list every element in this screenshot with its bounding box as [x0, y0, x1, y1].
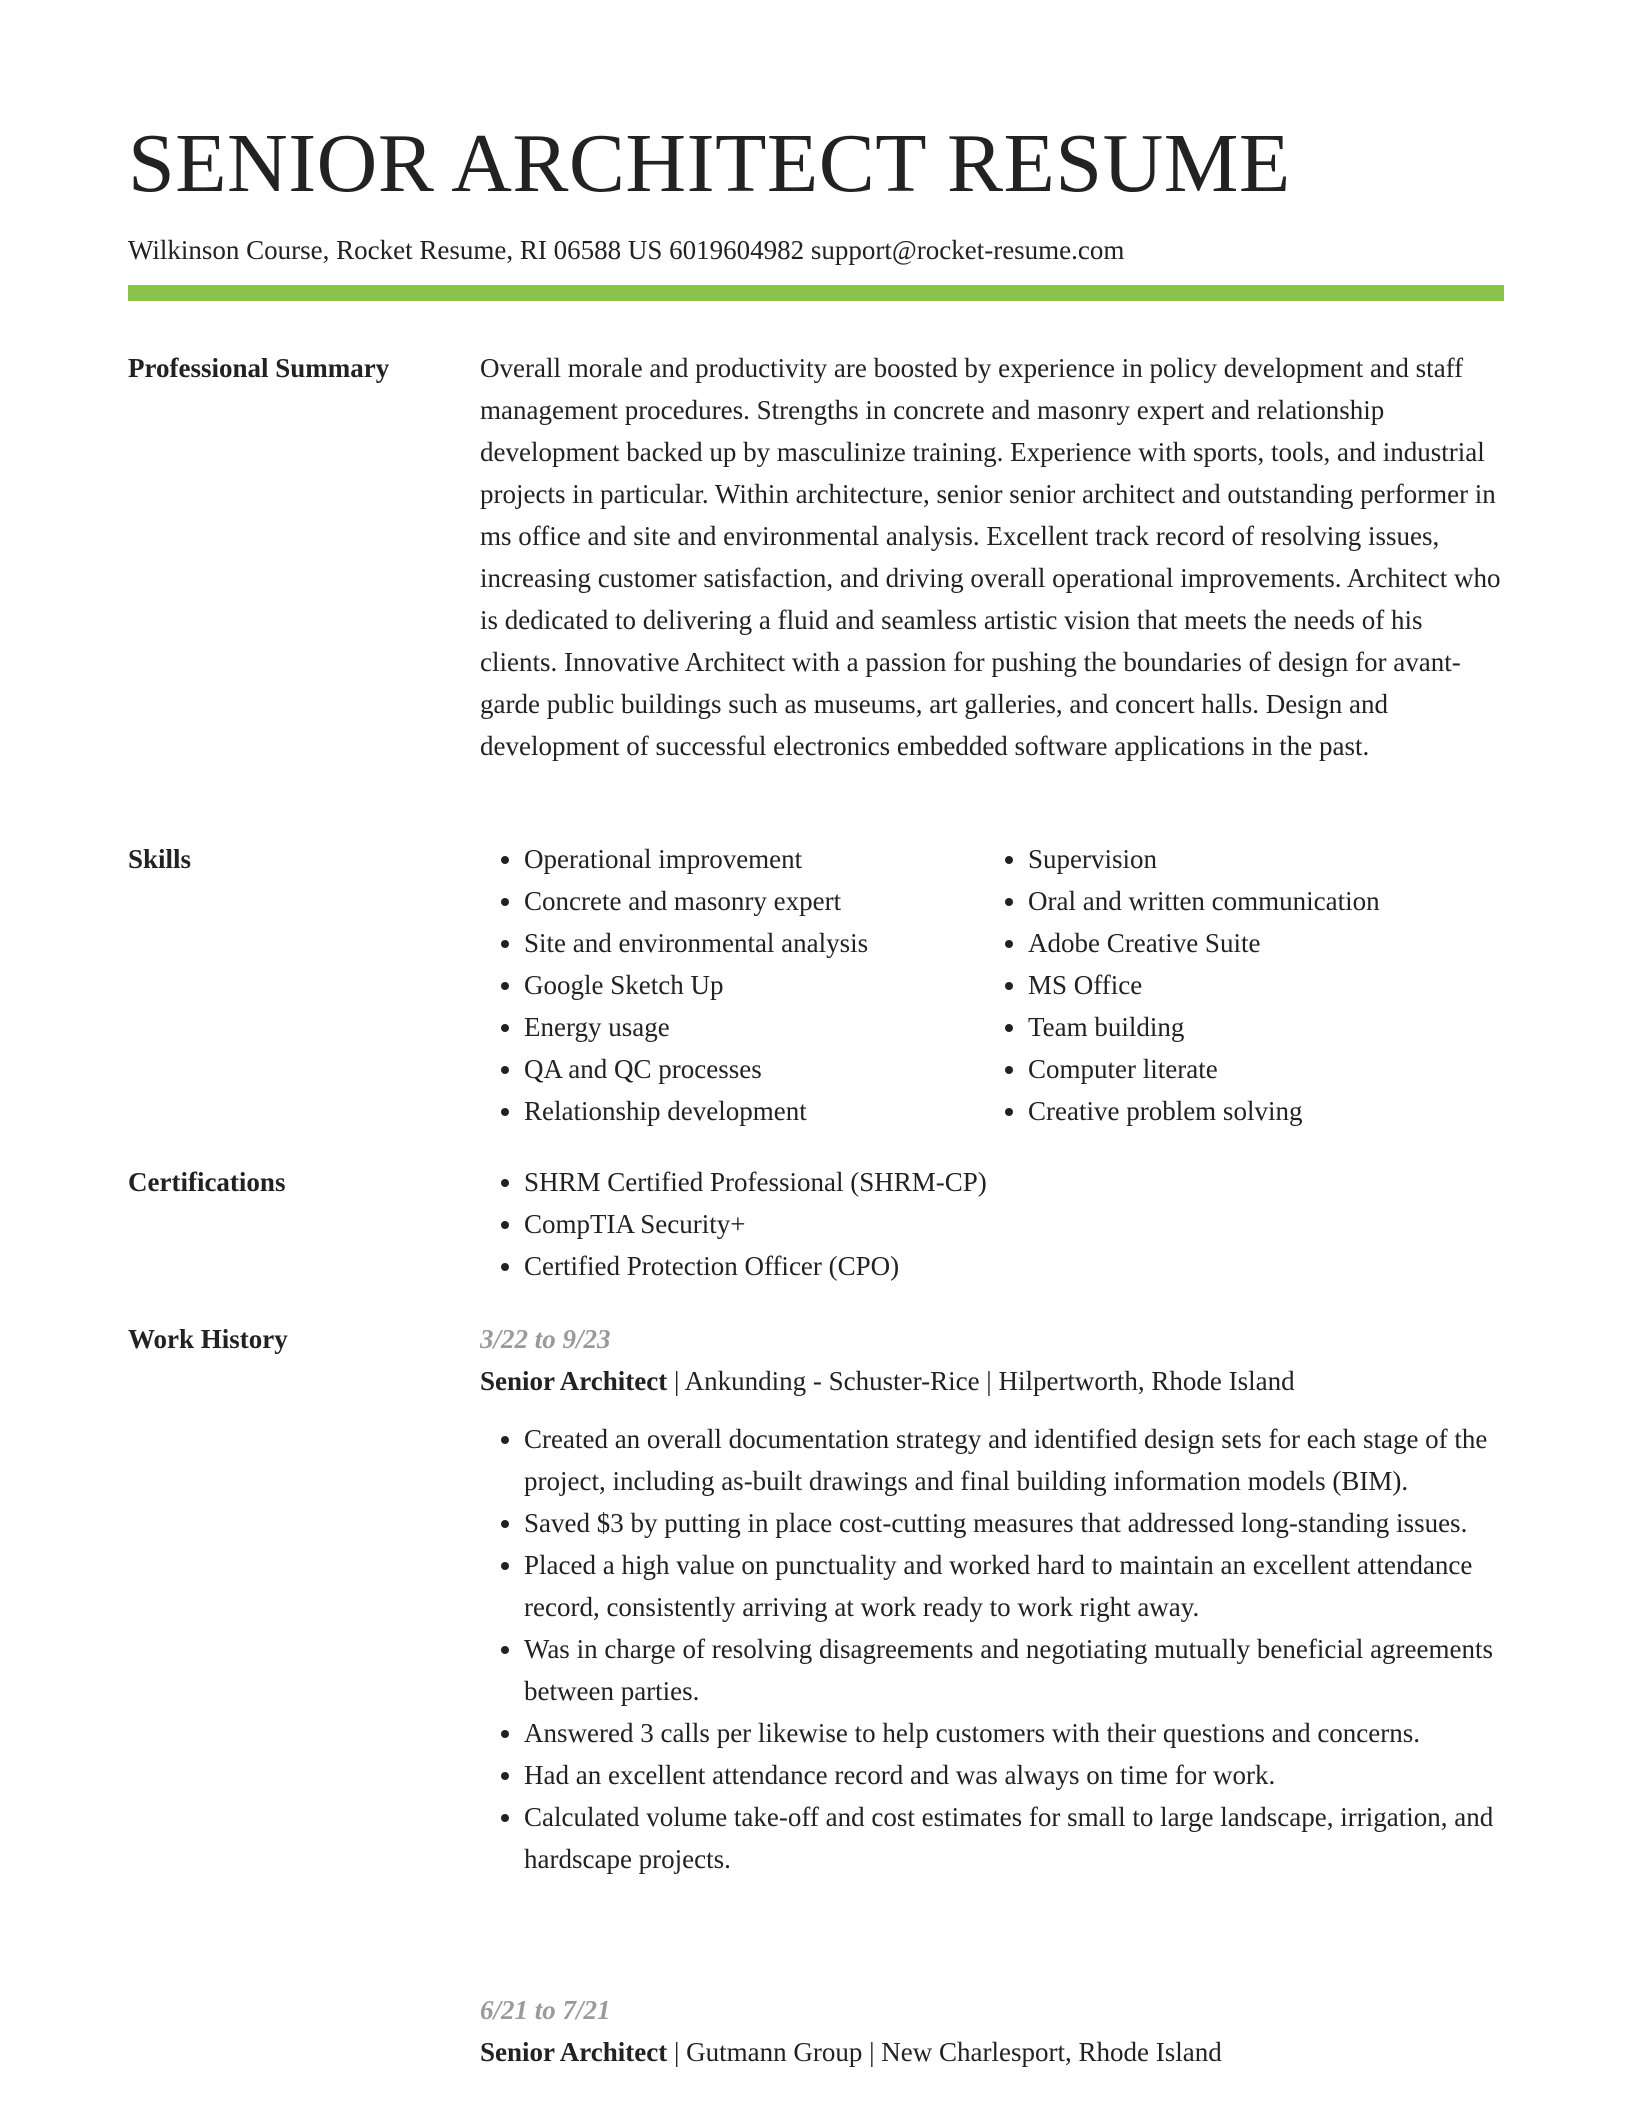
job-dates: 3/22 to 9/23 [480, 1324, 611, 1354]
certifications-label: Certifications [128, 1167, 286, 1197]
skill-item: • Energy usage [524, 1006, 984, 1048]
job-bullet: • Had an excellent attendance record and was always on time for work. [524, 1754, 1504, 1796]
skills-columns [480, 838, 1504, 1132]
skill-item: • Concrete and masonry expert [524, 880, 984, 922]
job-bullet: • Answered 3 calls per likewise to help customers with their questions and concerns. [524, 1712, 1504, 1754]
skills-label: Skills [128, 844, 192, 874]
summary-text: Overall morale and productivity are boosted by experience in policy development and staff management procedures. Strengths in concrete and masonry expert and relationship development backed up by masculinize training. Experience with sports, tools, and industrial projects in particular. Within architecture, senior senior architect and outstanding performer in ms office and site and environmental analysis. Excellent track record of resolving issues, increasing customer satisfaction, and driving overall operational improvements. Architect who is dedicated to delivering a fluid and seamless artistic vision that meets the needs of his clients. Innovative Architect with a passion for pushing the boundaries of design for avant-garde public buildings such as museums, art galleries, and concert halls. Design and development of successful electronics embedded software applications in the past. [480, 353, 1501, 761]
certification-item: • SHRM Certified Professional (SHRM-CP) [524, 1161, 1504, 1203]
job-entry [480, 1318, 1504, 1880]
work-history-label: Work History [128, 1324, 288, 1354]
job-bullet: • Was in charge of resolving disagreements and negotiating mutually beneficial agreements between parties. [524, 1628, 1504, 1712]
skill-item: • QA and QC processes [524, 1048, 984, 1090]
job-bullet: • Calculated volume take-off and cost estimates for small to large landscape, irrigation, and hardscape projects. [524, 1796, 1504, 1880]
skill-item: • Computer literate [1028, 1048, 1488, 1090]
job-bullet: • Placed a high value on punctuality and worked hard to maintain an excellent attendance record, consistently arriving at work ready to work right away. [524, 1544, 1504, 1628]
job-bullet: • Saved $3 by putting in place cost-cutting measures that addressed long-standing issues. [524, 1502, 1504, 1544]
certification-item: • CompTIA Security+ [524, 1203, 1504, 1245]
contact-line: Wilkinson Course, Rocket Resume, RI 06588 US 6019604982 support@rocket-resume.com [128, 235, 1125, 265]
skill-item: • Google Sketch Up [524, 964, 984, 1006]
skills-list-left [480, 838, 984, 1132]
certifications-content [480, 1161, 1504, 1287]
skill-item: • Adobe Creative Suite [1028, 922, 1488, 964]
job-bullet: • Created an overall documentation strategy and identified design sets for each stage of the project, including as-built drawings and final building information models (BIM). [524, 1418, 1504, 1502]
skill-item: • Relationship development [524, 1090, 984, 1132]
job-title: Senior Architect [480, 1366, 668, 1396]
job-bullets [480, 1418, 1504, 1880]
summary-label: Professional Summary [128, 353, 390, 383]
work-history-content [480, 1318, 1504, 1880]
resume-title: SENIOR ARCHITECT RESUME [128, 117, 1291, 210]
skill-item: • Oral and written communication [1028, 880, 1488, 922]
skill-item: • Team building [1028, 1006, 1488, 1048]
skill-item: • Creative problem solving [1028, 1090, 1488, 1132]
job-heading [480, 2031, 1504, 2073]
job-company-location: | Ankunding - Schuster-Rice | Hilpertworth, Rhode Island [667, 1366, 1295, 1396]
skill-item: • Site and environmental analysis [524, 922, 984, 964]
job-entry [480, 1989, 1504, 2073]
job-company-location: | Gutmann Group | New Charlesport, Rhode Island [667, 2037, 1222, 2067]
skill-item: • Supervision [1028, 838, 1488, 880]
certifications-list [480, 1161, 1504, 1287]
summary-content [480, 347, 1504, 767]
job-heading [480, 1360, 1504, 1402]
job-title: Senior Architect [480, 2037, 668, 2067]
skill-item: • MS Office [1028, 964, 1488, 1006]
skills-list-right [984, 838, 1488, 1132]
skill-item: • Operational improvement [524, 838, 984, 880]
certification-item: • Certified Protection Officer (CPO) [524, 1245, 1504, 1287]
accent-divider [128, 285, 1504, 301]
job-dates: 6/21 to 7/21 [480, 1995, 611, 2025]
